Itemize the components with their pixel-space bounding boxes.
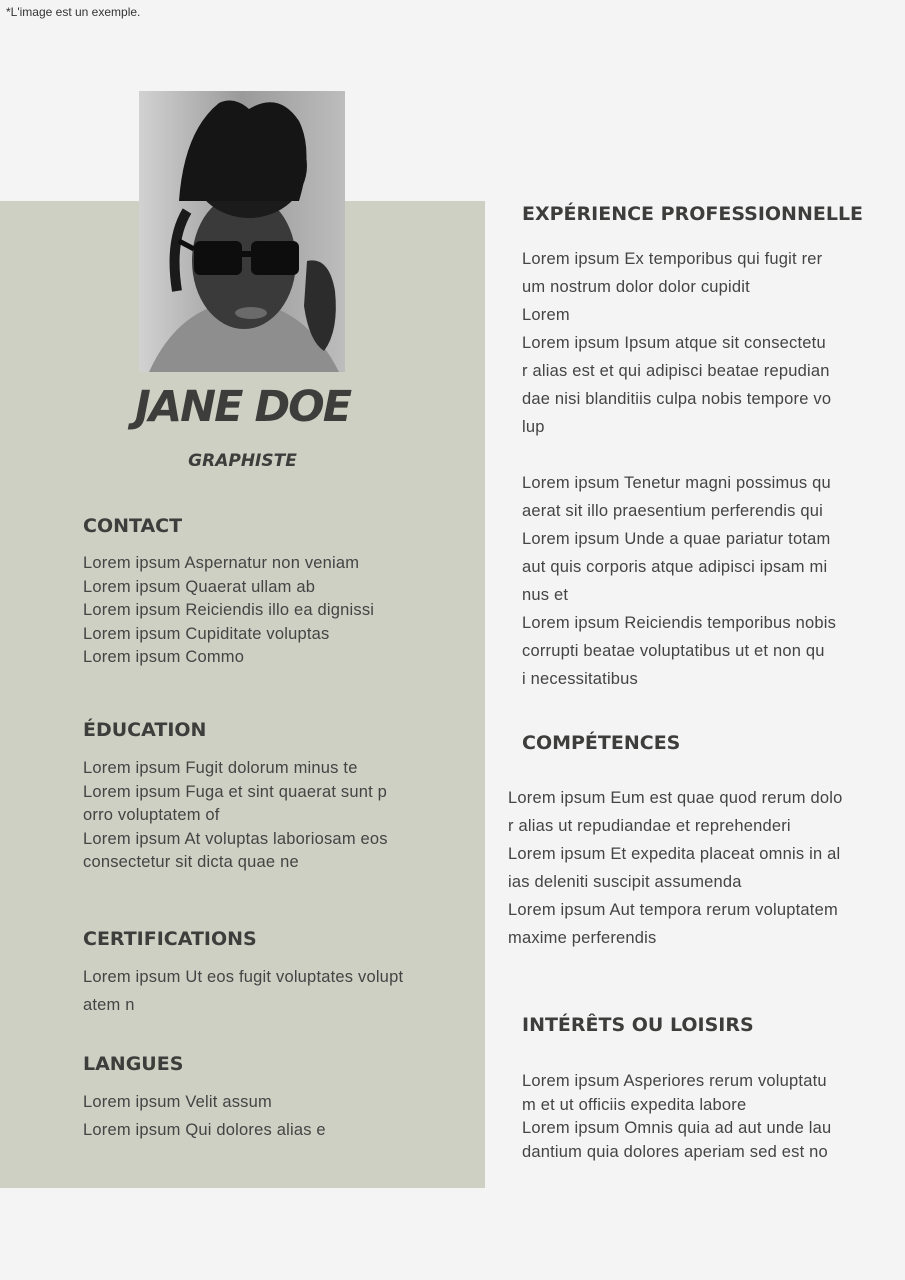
skill-line: Lorem ipsum Et expedita placeat omnis in al [508, 845, 841, 863]
certifications-list [83, 963, 403, 1019]
contact-line: Lorem ipsum Quaerat ullam ab [83, 577, 316, 596]
contact-line: Lorem ipsum Aspernatur non veniam [83, 554, 360, 572]
skill-line: maxime perferendis [508, 929, 657, 947]
experience-line: nus et [522, 586, 569, 604]
disclaimer-note: *L'image est un exemple. [6, 5, 141, 19]
interests-heading: INTÉRÊTS OU LOISIRS [522, 1014, 754, 1036]
certification-line: atem n [83, 996, 135, 1014]
experience-line: i necessitatibus [522, 670, 639, 688]
languages-list [83, 1088, 326, 1144]
languages-heading: LANGUES [83, 1053, 184, 1075]
contact-line: Lorem ipsum Commo [83, 648, 245, 666]
certifications-heading: CERTIFICATIONS [83, 928, 257, 950]
experience-line: corrupti beatae voluptatibus ut et non qu [522, 642, 825, 660]
education-heading: ÉDUCATION [83, 719, 207, 741]
interest-line: Lorem ipsum Asperiores rerum voluptatu [522, 1072, 827, 1090]
person-name: JANE DOE [134, 382, 351, 432]
education-line: Lorem ipsum Fugit dolorum minus te [83, 759, 358, 777]
interest-line: m et ut officiis expedita labore [522, 1095, 747, 1114]
experience-line: um nostrum dolor dolor cupidit [522, 278, 750, 296]
skills-heading: COMPÉTENCES [522, 732, 681, 754]
skill-line: Lorem ipsum Eum est quae quod rerum dolo [508, 789, 843, 807]
contact-line: Lorem ipsum Reiciendis illo ea dignissi [83, 601, 375, 619]
experience-line: Lorem ipsum Unde a quae pariatur totam [522, 530, 831, 548]
education-line: Lorem ipsum Fuga et sint quaerat sunt p [83, 782, 388, 801]
job-title: GRAPHISTE [188, 451, 297, 471]
experience-line: aerat sit illo praesentium perferendis qui [522, 502, 823, 520]
experience-line: aut quis corporis atque adipisci ipsam mi [522, 558, 828, 576]
education-line: consectetur sit dicta quae ne [83, 853, 299, 871]
experience-line: Lorem ipsum Reiciendis temporibus nobis [522, 614, 837, 632]
experience-line: Lorem ipsum Ipsum atque sit consectetu [522, 334, 826, 352]
skills-list [508, 784, 843, 952]
language-line: Lorem ipsum Qui dolores alias e [83, 1121, 326, 1139]
contact-heading: CONTACT [83, 515, 183, 537]
certification-line: Lorem ipsum Ut eos fugit voluptates volupt [83, 968, 404, 986]
skill-line: Lorem ipsum Aut tempora rerum voluptatem [508, 901, 838, 919]
skill-line: r alias ut repudiandae et reprehenderi [508, 817, 791, 835]
interest-line: Lorem ipsum Omnis quia ad aut unde lau [522, 1119, 832, 1137]
education-line: orro voluptatem of [83, 806, 220, 824]
skill-line: ias deleniti suscipit assumenda [508, 873, 742, 891]
profile-photo [139, 91, 345, 372]
contact-list [83, 552, 374, 670]
education-list [83, 757, 388, 875]
experience-line: dae nisi blanditiis culpa nobis tempore vo [522, 390, 832, 408]
experience-line: Lorem ipsum Tenetur magni possimus qu [522, 474, 831, 492]
interests-list [522, 1070, 831, 1164]
paragraph-spacer [522, 441, 836, 469]
experience-heading: EXPÉRIENCE PROFESSIONNELLE [522, 203, 864, 225]
experience-list [522, 245, 836, 693]
language-line: Lorem ipsum Velit assum [83, 1093, 272, 1111]
experience-line: Lorem ipsum Ex temporibus qui fugit rer [522, 250, 823, 268]
contact-line: Lorem ipsum Cupiditate voluptas [83, 624, 330, 643]
education-line: Lorem ipsum At voluptas laboriosam eos [83, 829, 388, 848]
experience-line: lup [522, 418, 545, 436]
experience-line: Lorem [522, 306, 570, 324]
interest-line: dantium quia dolores aperiam sed est no [522, 1142, 828, 1161]
experience-line: r alias est et qui adipisci beatae repudian [522, 362, 830, 380]
